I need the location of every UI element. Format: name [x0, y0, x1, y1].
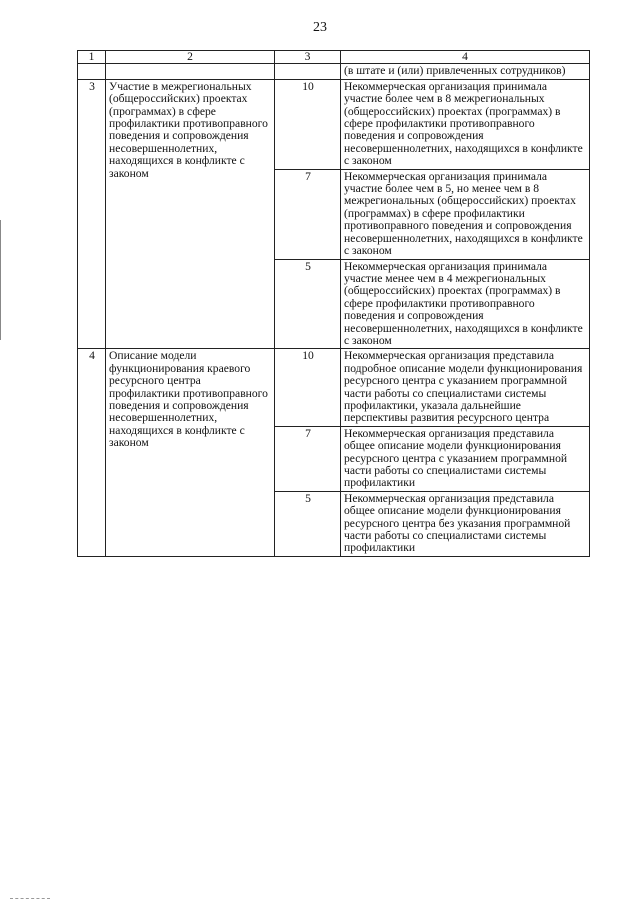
scan-footer-mark — [10, 898, 50, 900]
continuation-num-cell — [78, 64, 106, 79]
continuation-row — [78, 64, 590, 79]
header-cell-2: 2 — [106, 51, 275, 64]
score-description: Некоммерческая организация принимала участие более чем в 8 межрегиональных (общероссийских) проектах (программах) в сфере профилактики противоправного поведения и сопровождения несовершеннолетних, находящихся в конфликте с законом — [341, 79, 590, 169]
score: 7 — [275, 426, 341, 491]
row-number: 3 — [78, 79, 106, 349]
table-header-row — [78, 51, 590, 64]
score-description: Некоммерческая организация представила общее описание модели функционирования ресурсного центра с указанием программной части работы со специалистами системы профилактики — [341, 426, 590, 491]
criteria-table — [77, 50, 590, 557]
continuation-score-cell — [275, 64, 341, 79]
continuation-description: (в штате и (или) привлеченных сотрудников) — [341, 64, 590, 79]
row-number: 4 — [78, 349, 106, 557]
score-description: Некоммерческая организация принимала участие более чем в 5, но менее чем в 8 межрегиональных (общероссийских) проектах (программах) в сфере профилактики противоправного поведения и сопровождения несовершеннолетних, находящихся в конфликте с законом — [341, 169, 590, 259]
table-row — [78, 349, 590, 426]
score: 5 — [275, 491, 341, 556]
header-cell-4: 4 — [341, 51, 590, 64]
score: 10 — [275, 349, 341, 426]
score-description: Некоммерческая организация принимала участие менее чем в 4 межрегиональных (общероссийских) проектах (программах) в сфере профилактики противоправного поведения и сопровождения несовершеннолетних, находящихся в конфликте с законом — [341, 259, 590, 349]
page-number: 23 — [313, 20, 327, 35]
criterion-name: Участие в межрегиональных (общероссийских) проектах (программах) в сфере профилактики противоправного поведения и сопровождения несовершеннолетних, находящихся в конфликте с законом — [106, 79, 275, 349]
scan-edge-mark — [0, 220, 1, 340]
continuation-criterion-cell — [106, 64, 275, 79]
score: 5 — [275, 259, 341, 349]
criterion-name: Описание модели функционирования краевого ресурсного центра профилактики противоправного поведения и сопровождения несовершеннолетних, находящихся в конфликте с законом — [106, 349, 275, 557]
table-row — [78, 79, 590, 169]
score: 10 — [275, 79, 341, 169]
score-description: Некоммерческая организация представила общее описание модели функционирования ресурсного центра без указания программной части работы со специалистами системы профилактики — [341, 491, 590, 556]
score: 7 — [275, 169, 341, 259]
header-cell-3: 3 — [275, 51, 341, 64]
score-description: Некоммерческая организация представила подробное описание модели функционирования ресурсного центра с указанием программной части работы со специалистами системы профилактики, указала дальнейшие перспективы развития ресурсного центра — [341, 349, 590, 426]
header-cell-1: 1 — [78, 51, 106, 64]
